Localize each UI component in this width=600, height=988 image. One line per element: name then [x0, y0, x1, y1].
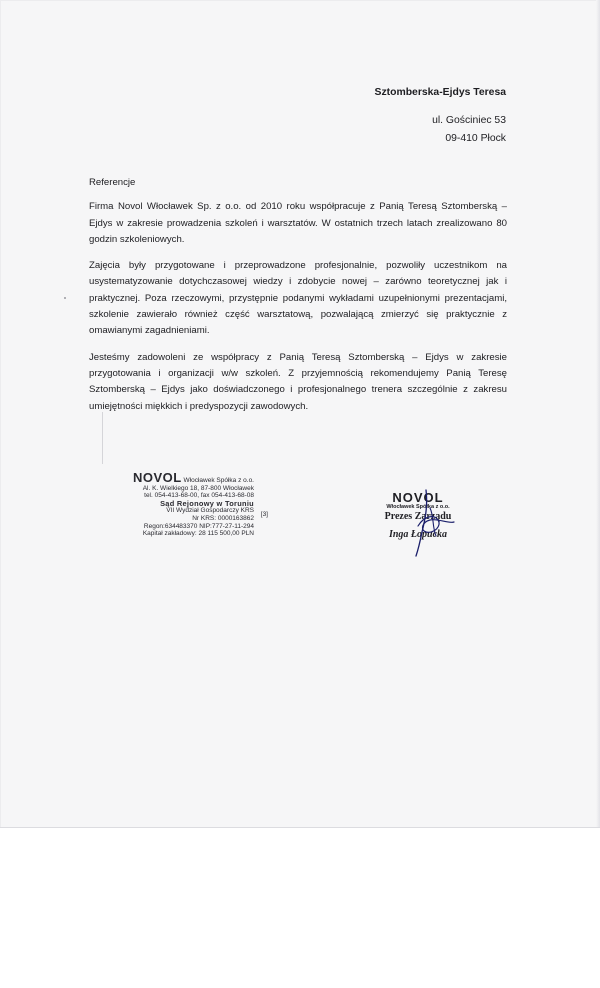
- stamp-bracket: [3]: [260, 510, 268, 518]
- letter-paragraph-3: Jesteśmy zadowoleni ze współpracy z Panią Teresą Sztomberską – Ejdys w zakresie przygotowania i organizacji w/w szkoleń. Z przyjemnością rekomendujemy Panią Teresę Sztomberską – Ejdys jako doświadczonego i profesjonalnego trenera szczególnie z zakresu umiejętności miękkich i predyspozycji zawodowych.: [89, 351, 507, 412]
- stamp-court: Sąd Rejonowy w Toruniu: [160, 498, 254, 508]
- seal-title: Prezes Zarządu: [384, 511, 452, 522]
- scan-bottom-edge: [0, 827, 600, 828]
- stamp-krs: Nr KRS: 0000163862: [192, 514, 254, 522]
- stamp-address: Al. K. Wielkiego 18, 87-800 Włocławek: [142, 484, 254, 492]
- stamp-logo: NOVOL: [133, 470, 182, 485]
- seal-person: Inga Łopucka: [388, 529, 448, 540]
- handwritten-signature: [378, 486, 478, 558]
- stamp-phone-fax: tel. 054-413-68-00, fax 054-413-68-08: [144, 492, 254, 500]
- addressee-block: [375, 84, 506, 148]
- seal-company: Włocławek Spółka z o.o.: [386, 504, 450, 510]
- stamp-header: [118, 470, 254, 485]
- letter-paragraph-1: Firma Novol Włocławek Sp. z o.o. od 2010 roku współpracuje z Panią Teresą Sztomberską – Ejdys w zakresie prowadzenia szkoleń i warsztatów. W ostatnich trzech latach zrealizowano 80 godzin szkoleniowych.: [89, 201, 507, 245]
- stamp-regon-nip: Regon:634483370 NIP:777-27-11-294: [143, 522, 254, 530]
- letter-body: [89, 175, 507, 425]
- addressee-street: ul. Gościniec 53: [432, 115, 506, 126]
- stamp-company: Włocławek Spółka z o.o.: [183, 477, 254, 484]
- letter-subject: Referencje: [89, 177, 136, 188]
- company-stamp: [118, 470, 268, 538]
- letter-paragraph-2: Zajęcia były przygotowane i przeprowadzone profesjonalnie, pozwoliły uczestnikom na usystematyzowanie dotychczasowej wiedzy i zdobycie nowej – zarówno teoretycznej jak i praktycznej. Poza rzeczowymi, przystępnie podanymi wykładami uzupełnionymi prezentacjami, szkolenie zawierało również część warsztatową, pozwalającą zmierzyć się praktycznie z omawianymi zagadnieniami.: [89, 260, 507, 337]
- scan-speck: [64, 297, 66, 299]
- stamp-division: VII Wydział Gospodarczy KRS: [166, 507, 254, 515]
- stamp-capital: Kapitał zakładowy: 28 115 500,00 PLN: [142, 530, 254, 538]
- scan-edge-shadow: [596, 0, 600, 828]
- addressee-name: Sztomberska-Ejdys Teresa: [374, 87, 506, 98]
- addressee-city: 09-410 Płock: [445, 133, 506, 144]
- seal-logo: NOVOL: [392, 490, 444, 505]
